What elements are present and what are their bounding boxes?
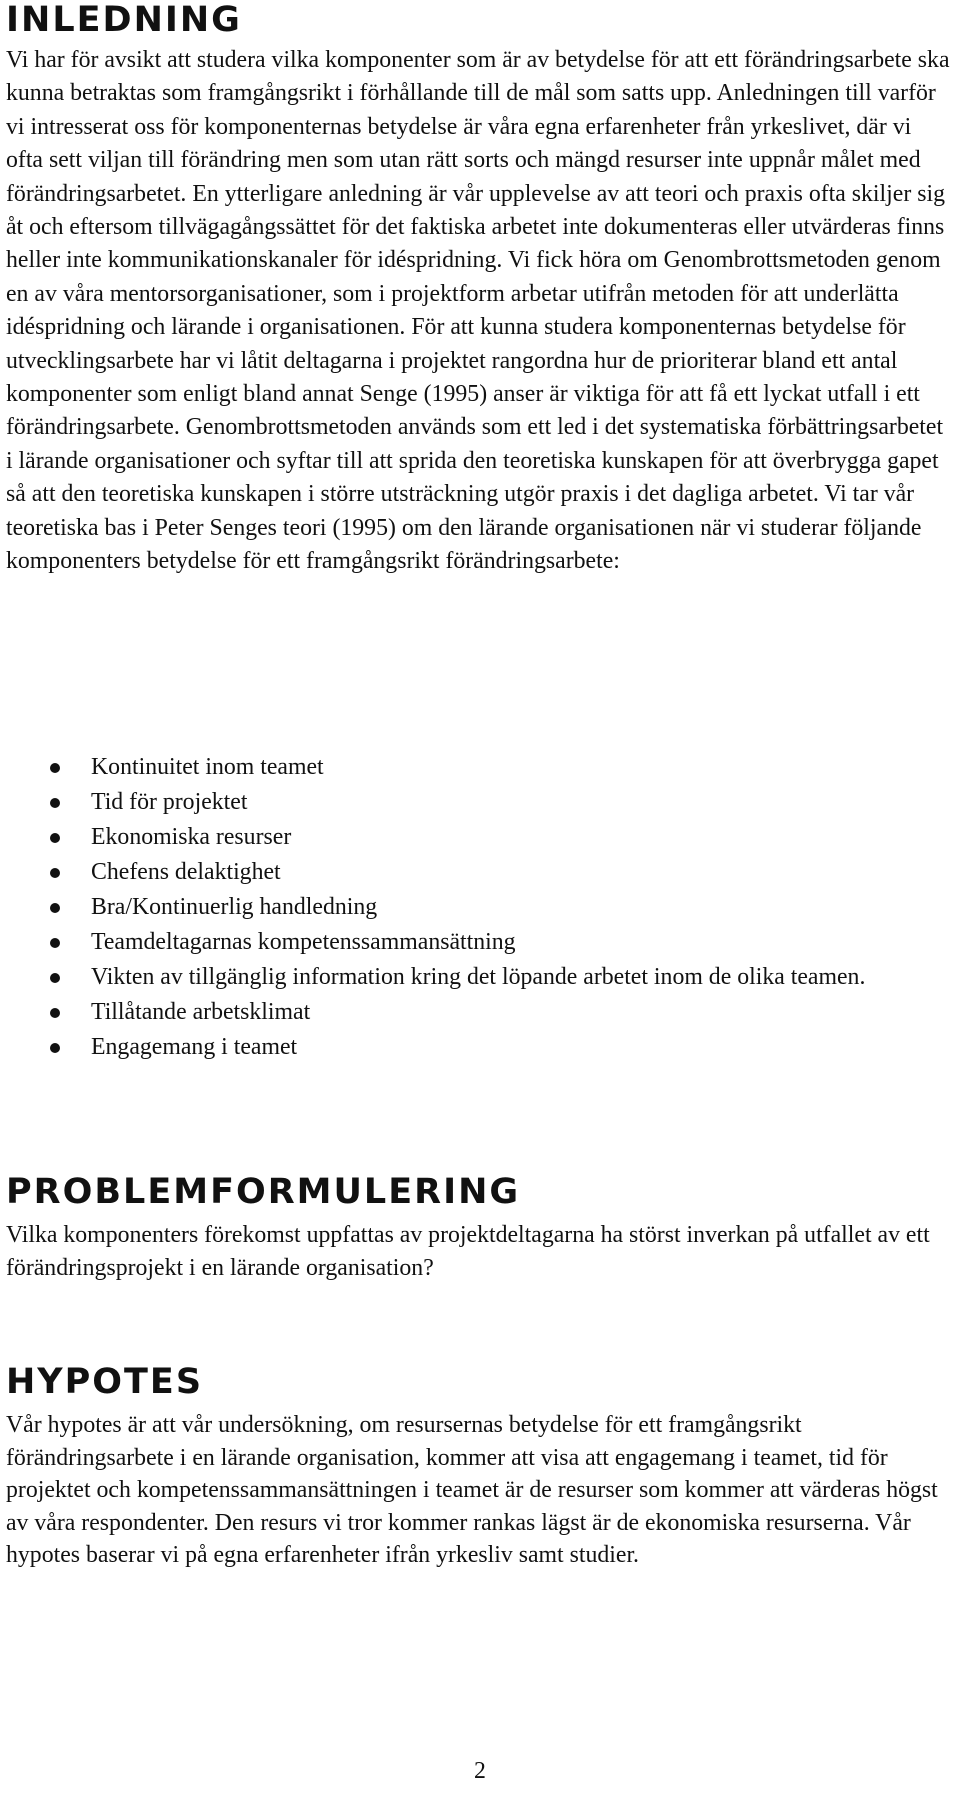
bullet-icon	[50, 903, 60, 913]
section-hypotes	[6, 1362, 951, 1572]
list-item: Vikten av tillgänglig information kring det löpande arbetet inom de olika teamen.	[6, 960, 951, 995]
bullet-icon	[50, 763, 60, 773]
bullet-icon	[50, 1008, 60, 1018]
heading-problemformulering: PROBLEMFORMULERING	[6, 1172, 521, 1212]
heading-inledning: INLEDNING	[6, 0, 242, 40]
bullet-icon	[50, 1043, 60, 1053]
components-list-section	[6, 750, 951, 1065]
list-item: Ekonomiska resurser	[6, 820, 951, 855]
section-inledning	[6, 0, 951, 579]
inledning-paragraph: Vi har för avsikt att studera vilka komponenter som är av betydelse för att ett förändringsarbete ska kunna betraktas som framgångsrikt i förhållande till de mål som satts upp. Anledningen till varför vi intresserat oss för komponenternas betydelse är våra egna erfarenheter från yrkeslivet, där vi ofta sett viljan till förändring men som utan rätt sorts och mängd resurser inte uppnår målet med förändringsarbetet. En ytterligare anledning är vår upplevelse av att teori och praxis ofta skiljer sig åt och eftersom tillvägagångssättet för det faktiska arbetet inte dokumenteras eller utvärderas finns heller inte kommunikationskanaler för idéspridning. Vi fick höra om Genombrottsmetoden genom en av våra mentorsorganisationer, som i projektform arbetar utifrån metoden för att underlätta idéspridning och lärande i organisationen. För att kunna studera komponenternas betydelse för utvecklingsarbete har vi låtit deltagarna i projektet rangordna hur de prioriterar bland ett antal komponenter som enligt bland annat Senge (1995) anser är viktiga för att få ett lyckat utfall i ett förändringsarbete. Genombrottsmetoden används som ett led i det systematiska förbättringsarbetet i lärande organisationer och syftar till att sprida den teoretiska kunskapen för att överbrygga gapet så att den teoretiska kunskapen i större utsträckning utgör praxis i det dagliga arbetet. Vi tar vår teoretiska bas i Peter Senges teori (1995) om den lärande organisationen när vi studerar följande komponenters betydelse för ett framgångsrikt förändringsarbete:	[6, 47, 950, 575]
list-item: Tid för projektet	[6, 785, 951, 820]
list-item: Engagemang i teamet	[6, 1030, 951, 1065]
problemformulering-paragraph: Vilka komponenters förekomst uppfattas av projektdeltagarna ha störst inverkan på utfallet av ett förändringsprojekt i en lärande organisation?	[6, 1222, 930, 1281]
list-item: Bra/Kontinuerlig handledning	[6, 890, 951, 925]
page-number: 2	[474, 1758, 486, 1784]
list-item: Chefens delaktighet	[6, 855, 951, 890]
bullet-icon	[50, 938, 60, 948]
components-list	[6, 750, 951, 1065]
list-item: Tillåtande arbetsklimat	[6, 995, 951, 1030]
list-item: Teamdeltagarnas kompetenssammansättning	[6, 925, 951, 960]
list-item: Kontinuitet inom teamet	[6, 750, 951, 785]
heading-hypotes: HYPOTES	[6, 1362, 204, 1402]
bullet-icon	[50, 798, 60, 808]
bullet-icon	[50, 833, 60, 843]
bullet-icon	[50, 868, 60, 878]
hypotes-paragraph: Vår hypotes är att vår undersökning, om resursernas betydelse för ett framgångsrikt förändringsarbete i en lärande organisation, kommer att visa att engagemang i teamet, tid för projektet och kompetenssammansättningen i teamet är de resurser som kommer att värderas högst av våra respondenter. Den resurs vi tror kommer rankas lägst är de ekonomiska resurserna. Vår hypotes baserar vi på egna erfarenheter ifrån yrkesliv samt studier.	[6, 1412, 938, 1568]
bullet-icon	[50, 973, 60, 983]
section-problemformulering	[6, 1172, 951, 1284]
